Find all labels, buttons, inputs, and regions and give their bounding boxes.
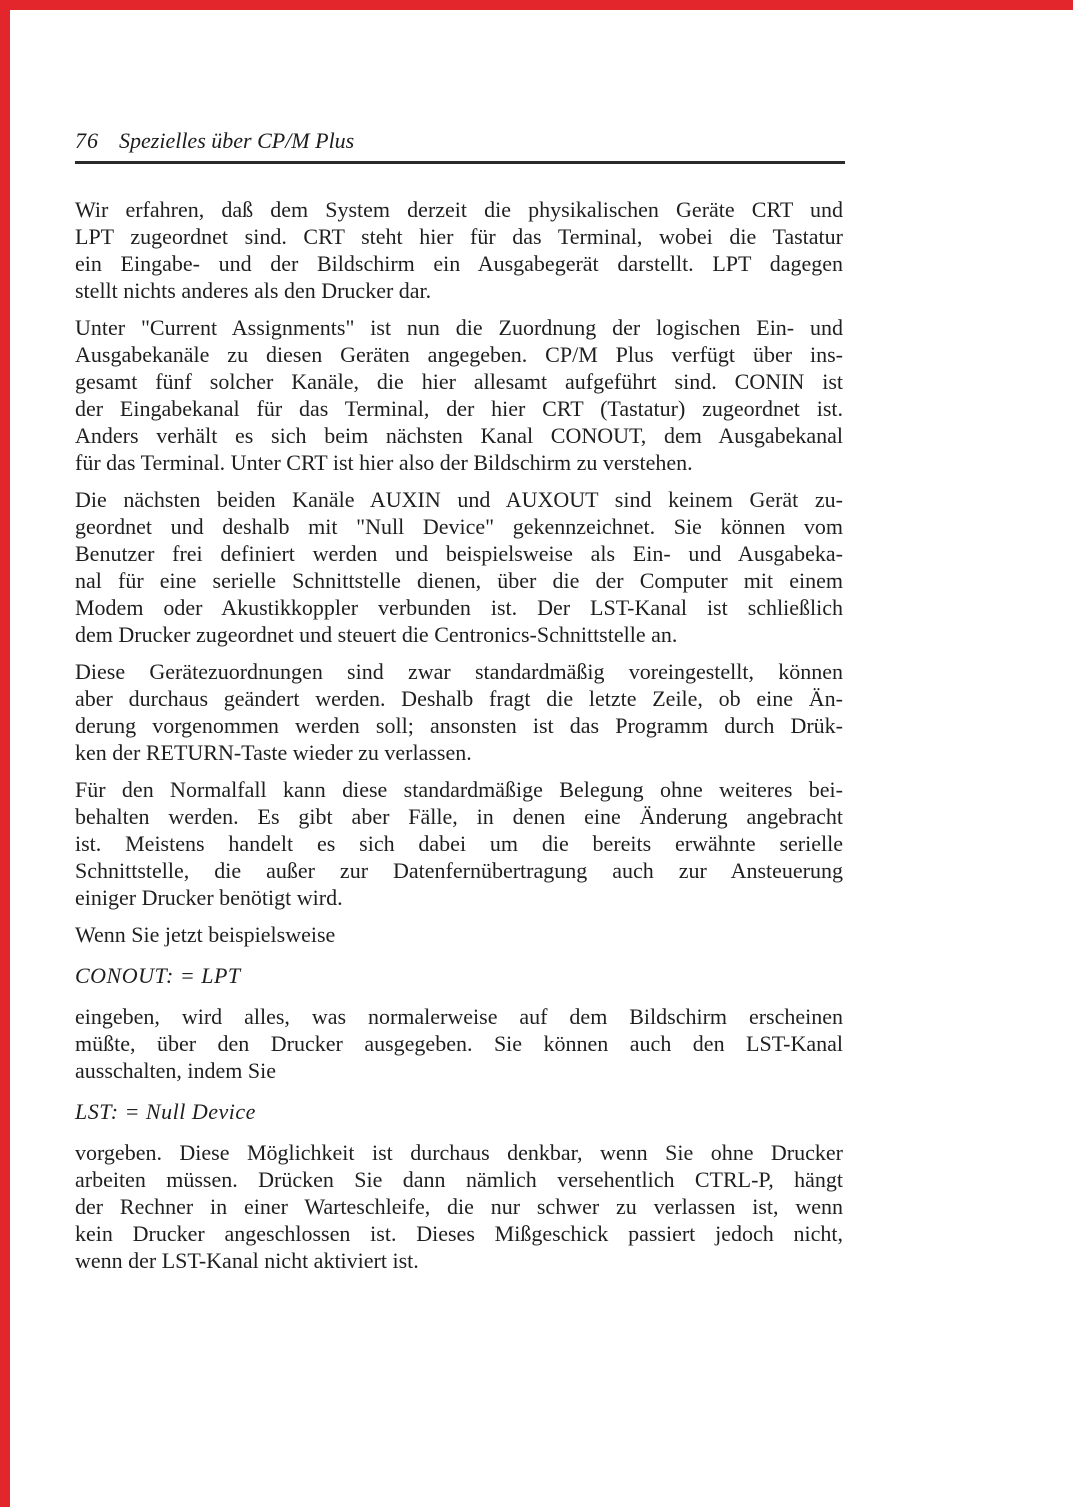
paragraph bbox=[75, 658, 843, 766]
page-body bbox=[75, 196, 843, 1284]
text-line: Unter "Current Assignments" ist nun die Zuordnung der logischen Ein- und bbox=[75, 315, 843, 340]
text-line: nal für eine serielle Schnittstelle dienen, über die der Computer mit einem bbox=[75, 568, 843, 593]
text-line: kein Drucker angeschlossen ist. Dieses Mißgeschick passiert jedoch nicht, bbox=[75, 1221, 843, 1246]
text-line: behalten werden. Es gibt aber Fälle, in denen eine Änderung angebracht bbox=[75, 804, 843, 829]
text-line: Diese Gerätezuordnungen sind zwar standardmäßig voreingestellt, können bbox=[75, 659, 843, 684]
command-line: LST: = Null Device bbox=[75, 1099, 256, 1124]
text-line: arbeiten müssen. Drücken Sie dann nämlich versehentlich CTRL-P, hängt bbox=[75, 1167, 843, 1192]
text-line: Benutzer frei definiert werden und beispielsweise als Ein- und Ausgabeka- bbox=[75, 541, 843, 566]
text-line: ken der RETURN-Taste wieder zu verlassen. bbox=[75, 740, 472, 765]
paragraph bbox=[75, 1139, 843, 1274]
text-line: Anders verhält es sich beim nächsten Kanal CONOUT, dem Ausgabekanal bbox=[75, 423, 843, 448]
text-line: Schnittstelle, die außer zur Datenfernübertragung auch zur Ansteuerung bbox=[75, 858, 843, 883]
text-line: eingeben, wird alles, was normalerweise auf dem Bildschirm erscheinen bbox=[75, 1004, 843, 1029]
paragraph bbox=[75, 776, 843, 911]
text-line: wenn der LST-Kanal nicht aktiviert ist. bbox=[75, 1248, 419, 1273]
chapter-title: Spezielles über CP/M Plus bbox=[119, 128, 355, 153]
text-line: LPT zugeordnet sind. CRT steht hier für das Terminal, wobei die Tastatur bbox=[75, 224, 843, 249]
text-line: dem Drucker zugeordnet und steuert die Centronics-Schnittstelle an. bbox=[75, 622, 678, 647]
text-line: ist. Meistens handelt es sich dabei um die bereits erwähnte serielle bbox=[75, 831, 843, 856]
text-line: müßte, über den Drucker ausgegeben. Sie können auch den LST-Kanal bbox=[75, 1031, 843, 1056]
paragraph bbox=[75, 1003, 843, 1084]
text-line: aber durchaus geändert werden. Deshalb fragt die letzte Zeile, ob eine Än- bbox=[75, 686, 843, 711]
red-left-edge bbox=[0, 0, 10, 1507]
text-line: vorgeben. Diese Möglichkeit ist durchaus denkbar, wenn Sie ohne Drucker bbox=[75, 1140, 843, 1165]
text-line: einiger Drucker benötigt wird. bbox=[75, 885, 343, 910]
text-line: stellt nichts anderes als den Drucker dar. bbox=[75, 278, 432, 303]
text-line: Wir erfahren, daß dem System derzeit die physikalischen Geräte CRT und bbox=[75, 197, 843, 222]
paragraph bbox=[75, 486, 843, 648]
text-line: derung vorgenommen werden soll; ansonsten ist das Programm durch Drük- bbox=[75, 713, 843, 738]
text-line: ein Eingabe- und der Bildschirm ein Ausgabegerät darstellt. LPT dagegen bbox=[75, 251, 843, 276]
red-top-edge bbox=[0, 0, 1073, 10]
text-line: geordnet und deshalb mit "Null Device" gekennzeichnet. Sie können vom bbox=[75, 514, 843, 539]
header-rule bbox=[75, 161, 845, 164]
paragraph bbox=[75, 314, 843, 476]
text-line: Für den Normalfall kann diese standardmäßige Belegung ohne weiteres bei- bbox=[75, 777, 843, 802]
paragraph bbox=[75, 196, 843, 304]
text-line: ausschalten, indem Sie bbox=[75, 1058, 277, 1083]
running-header bbox=[75, 127, 845, 154]
text-line: Die nächsten beiden Kanäle AUXIN und AUXOUT sind keinem Gerät zu- bbox=[75, 487, 843, 512]
text-line: der Eingabekanal für das Terminal, der hier CRT (Tastatur) zugeordnet ist. bbox=[75, 396, 843, 421]
page-number: 76 bbox=[75, 128, 99, 153]
text-line: der Rechner in einer Warteschleife, die nur schwer zu verlassen ist, wenn bbox=[75, 1194, 843, 1219]
command-line: CONOUT: = LPT bbox=[75, 963, 241, 988]
text-line: Modem oder Akustikkoppler verbunden ist. Der LST-Kanal ist schließlich bbox=[75, 595, 843, 620]
text-line: Ausgabekanäle zu diesen Geräten angegeben. CP/M Plus verfügt über ins- bbox=[75, 342, 843, 367]
text-line: für das Terminal. Unter CRT ist hier also der Bildschirm zu verstehen. bbox=[75, 450, 693, 475]
text-line: gesamt fünf solcher Kanäle, die hier allesamt aufgeführt sind. CONIN ist bbox=[75, 369, 843, 394]
paragraph: Wenn Sie jetzt beispielsweise bbox=[75, 922, 336, 947]
